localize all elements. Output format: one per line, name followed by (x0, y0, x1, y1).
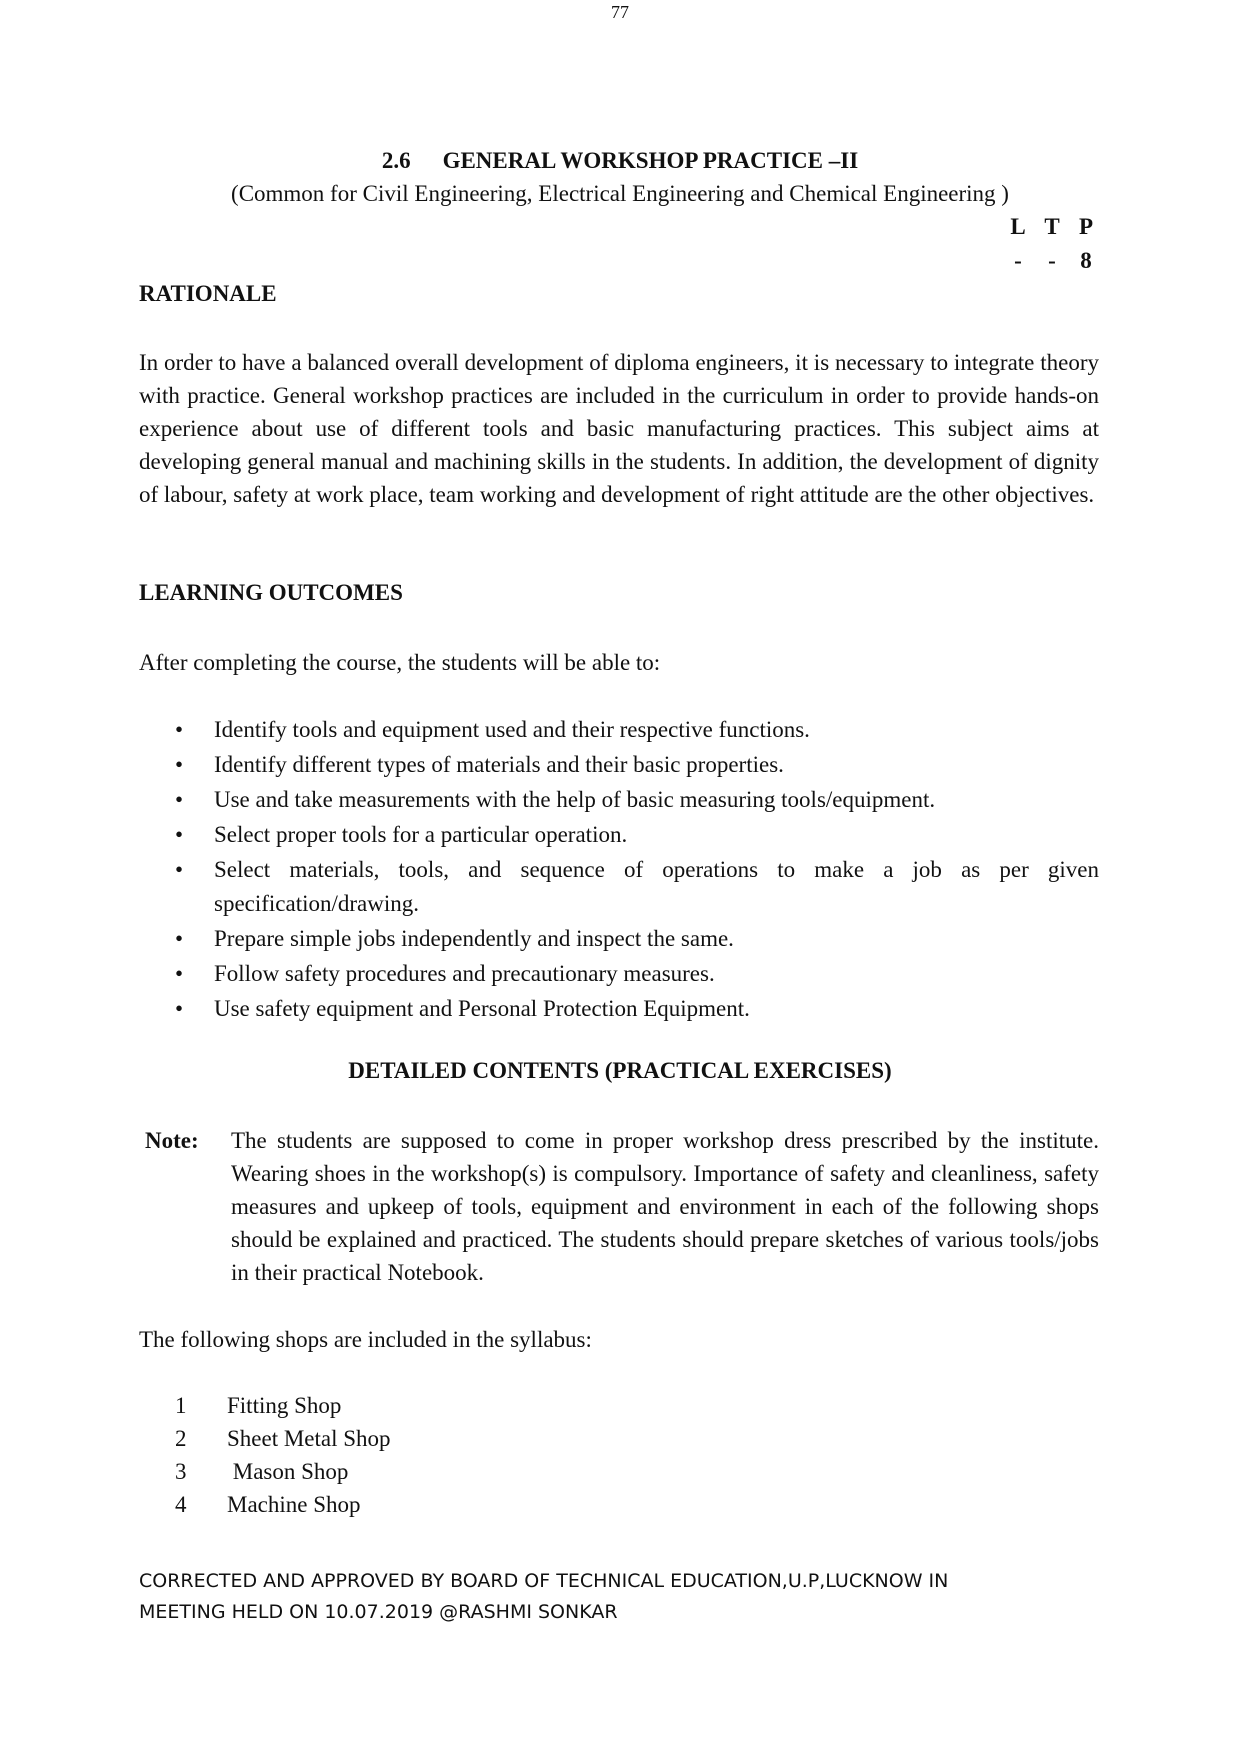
ltp-header-t: T (1044, 214, 1060, 239)
shop-number: 4 (175, 1492, 187, 1517)
list-item (139, 748, 1099, 782)
bullet-icon: • (175, 822, 184, 847)
detailed-contents-heading: DETAILED CONTENTS (PRACTICAL EXERCISES) (348, 1058, 892, 1083)
shop-number: 2 (175, 1426, 187, 1451)
ltp-values (1001, 248, 1103, 274)
list-item (175, 1422, 391, 1455)
ltp-header-p: P (1078, 214, 1094, 239)
bullet-icon: • (175, 926, 184, 951)
course-number: 2.6 (381, 148, 411, 173)
list-item (139, 922, 1099, 956)
list-item-text: Follow safety procedures and precautionary measures. (214, 961, 715, 986)
list-item-text: Use safety equipment and Personal Protection Equipment. (214, 996, 750, 1021)
list-item (139, 957, 1099, 991)
list-item-text: Identify tools and equipment used and their respective functions. (214, 717, 810, 742)
note-label: Note: (145, 1128, 199, 1153)
bullet-icon: • (175, 857, 184, 882)
list-item (139, 853, 1099, 921)
ltp-value-p: 8 (1080, 248, 1092, 273)
ltp-header-l: L (1010, 214, 1026, 239)
bullet-icon: • (175, 752, 184, 777)
list-item (175, 1389, 391, 1422)
list-item (175, 1455, 391, 1488)
shop-number: 3 (175, 1459, 187, 1484)
ltp-header (1001, 214, 1103, 240)
shops-intro: The following shops are included in the syllabus: (139, 1327, 592, 1352)
shop-name: Mason Shop (227, 1459, 349, 1484)
note-block (145, 1124, 1099, 1289)
list-item-text: Select materials, tools, and sequence of operations to make a job as per given specification/drawing. (214, 857, 1099, 916)
list-item (175, 1488, 391, 1521)
footer-line-2: MEETING HELD ON 10.07.2019 @RASHMI SONKAR (139, 1601, 618, 1623)
footer-line-1: CORRECTED AND APPROVED BY BOARD OF TECHNICAL EDUCATION,U.P,LUCKNOW IN (139, 1570, 949, 1592)
shop-name: Machine Shop (227, 1492, 361, 1517)
note-text: The students are supposed to come in proper workshop dress prescribed by the institute. Wearing shoes in the workshop(s) is compulsory. Importance of safety and cleanliness, safety measures and upkeep of tools, equipment and environment in each of the following shops should be explained and practiced. The students should prepare sketches of various tools/jobs in their practical Notebook. (231, 1128, 1099, 1285)
bullet-icon: • (175, 787, 184, 812)
shop-number: 1 (175, 1393, 187, 1418)
learning-outcomes-list (139, 713, 1099, 1027)
learning-outcomes-intro: After completing the course, the students will be able to: (139, 650, 661, 675)
footer-approval (139, 1566, 1099, 1628)
bullet-icon: • (175, 996, 184, 1021)
rationale-heading: RATIONALE (139, 281, 277, 306)
shops-list (175, 1389, 391, 1521)
page-number: 77 (611, 2, 629, 22)
shop-name: Fitting Shop (227, 1393, 342, 1418)
bullet-icon: • (175, 961, 184, 986)
list-item-text: Select proper tools for a particular operation. (214, 822, 628, 847)
ltp-value-t: - (1048, 248, 1056, 273)
list-item (139, 992, 1099, 1026)
ltp-value-l: - (1014, 248, 1022, 273)
bullet-icon: • (175, 717, 184, 742)
list-item-text: Prepare simple jobs independently and inspect the same. (214, 926, 734, 951)
course-name: GENERAL WORKSHOP PRACTICE –II (442, 148, 859, 173)
rationale-text: In order to have a balanced overall development of diploma engineers, it is necessary to integrate theory with practice. General workshop practices are included in the curriculum in order to provide hands-on experience about use of different tools and basic manufacturing practices. This subject aims at developing general manual and machining skills in the students. In addition, the development of dignity of labour, safety at work place, team working and development of right attitude are the other objectives. (139, 350, 1099, 507)
course-subtitle: (Common for Civil Engineering, Electrical Engineering and Chemical Engineering ) (231, 181, 1009, 206)
list-item (139, 783, 1099, 817)
list-item (139, 713, 1099, 747)
course-title (0, 148, 1240, 174)
list-item-text: Use and take measurements with the help of basic measuring tools/equipment. (214, 787, 936, 812)
learning-outcomes-heading: LEARNING OUTCOMES (139, 580, 403, 605)
shop-name: Sheet Metal Shop (227, 1426, 391, 1451)
list-item-text: Identify different types of materials and their basic properties. (214, 752, 784, 777)
list-item (139, 818, 1099, 852)
